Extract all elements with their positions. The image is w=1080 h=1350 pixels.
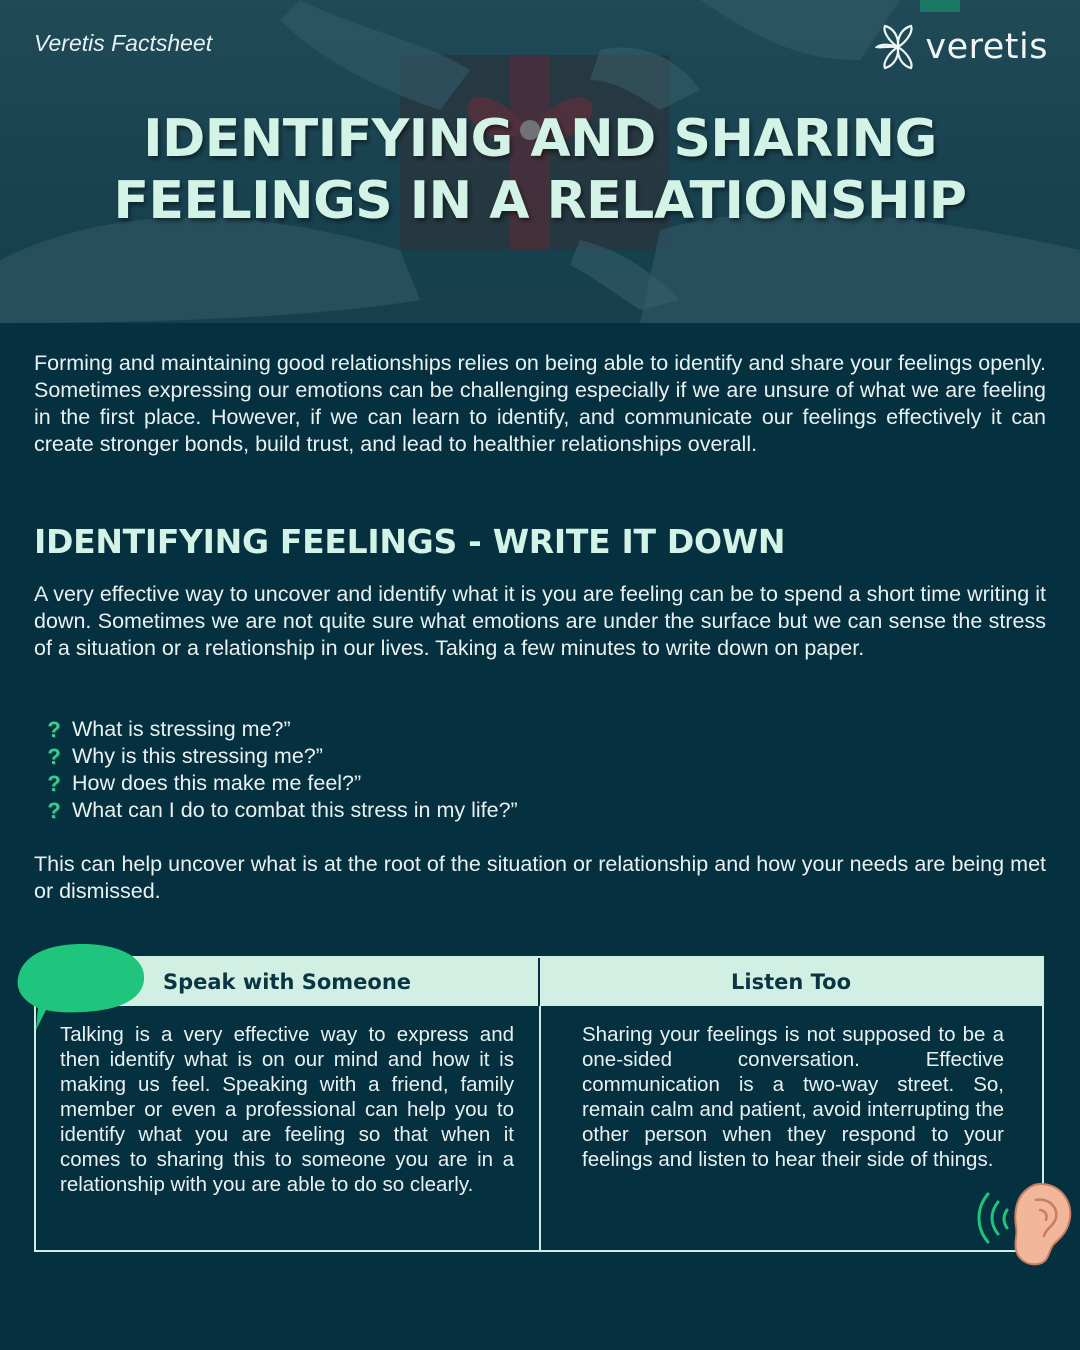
section-heading: IDENTIFYING FEELINGS - WRITE IT DOWN xyxy=(34,522,786,561)
listen-column-heading: Listen Too xyxy=(730,970,851,994)
question-list xyxy=(44,716,518,824)
column-divider xyxy=(539,1006,541,1250)
hero-banner xyxy=(0,0,1080,323)
question-mark-icon: ? xyxy=(47,797,61,823)
table-header-row xyxy=(36,958,1042,1006)
ear-icon xyxy=(974,1180,1078,1268)
speak-cell-text: Talking is a very effective way to express and then identify what is on our mind and how it is making us feel. Speaking with a friend, family member or even a professional can help you to identify what you are feeling so that when it comes to sharing this to someone you are in a relationship with you are able to do so clearly. xyxy=(60,1023,514,1196)
question-mark-icon: ? xyxy=(47,770,61,796)
question-text: What can I do to combat this stress in my life?” xyxy=(72,798,518,822)
question-text: Why is this stressing me?” xyxy=(72,744,323,768)
list-item xyxy=(44,716,518,743)
list-item xyxy=(44,743,518,770)
list-item xyxy=(44,770,518,797)
question-mark-icon: ? xyxy=(47,743,61,769)
question-text: How does this make me feel?” xyxy=(72,771,362,795)
veretis-logo xyxy=(875,24,1048,70)
question-mark-icon: ? xyxy=(47,716,61,742)
leaf-logo-icon xyxy=(875,24,921,70)
speak-column-heading: Speak with Someone xyxy=(36,958,540,1006)
conclusion-paragraph: This can help uncover what is at the root of the situation or relationship and how your needs are being met or dismissed. xyxy=(34,852,1046,903)
tips-table xyxy=(34,956,1044,1252)
list-item xyxy=(44,797,518,824)
listen-cell-text: Sharing your feelings is not supposed to be a one-sided conversation. Effective communication is a two-way street. So, remain calm and patient, avoid interrupting the other person when they respond to your feelings and listen to hear their side of things. xyxy=(582,1023,1004,1171)
logo-text: veretis xyxy=(925,27,1048,67)
factsheet-label: Veretis Factsheet xyxy=(34,30,213,56)
question-text: What is stressing me?” xyxy=(72,717,291,741)
title-line-2: FEELINGS IN A RELATIONSHIP xyxy=(113,171,967,231)
title-line-1: IDENTIFYING AND SHARING xyxy=(143,109,937,169)
page-title xyxy=(0,108,1080,232)
intro-paragraph: Forming and maintaining good relationships relies on being able to identify and share your feelings openly. Sometimes expressing our emotions can be challenging especially if we are unsure of what we are feeling in the first place. However, if we can learn to identify, and communicate our feelings effectively it can create stronger bonds, build trust, and lead to healthier relationships overall. xyxy=(34,351,1046,456)
speech-bubble-icon xyxy=(14,940,150,1032)
section-paragraph: A very effective way to uncover and identify what it is you are feeling can be to spend a short time writing it down. Sometimes we are not quite sure what emotions are under the surface but we can sense the stress of a situation or a relationship in our lives. Taking a few minutes to write down on paper. xyxy=(34,582,1046,660)
